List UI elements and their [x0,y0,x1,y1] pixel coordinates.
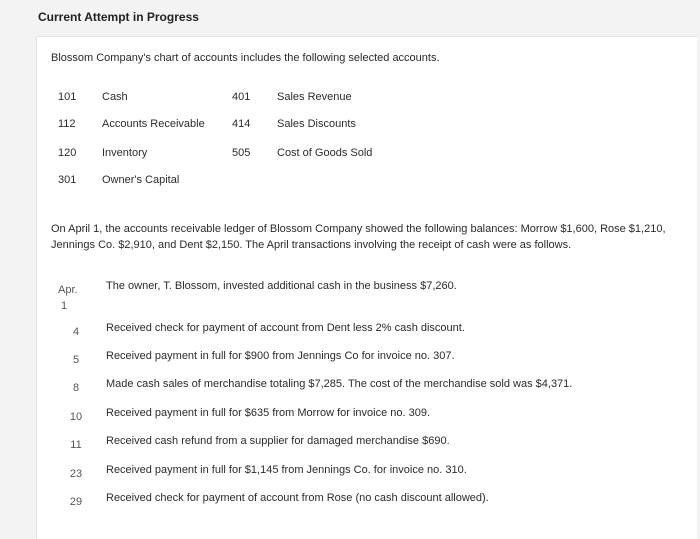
account-number: 301 [58,174,77,186]
transaction-text: Received payment in full for $900 from Jennings Co for invoice no. 307. [106,350,455,362]
page-title: Current Attempt in Progress [38,10,199,24]
account-name: Cost of Goods Sold [277,147,373,159]
transaction-day: 23 [69,468,83,480]
account-number: 101 [58,91,77,103]
transaction-text: Received check for payment of account from Dent less 2% cash discount. [106,322,465,334]
ledger-paragraph: On April 1, the accounts receivable ledger of Blossom Company showed the following balances: Morrow $1,600, Rose $1,210, Jennings Co. $2,910, and Dent $2,150. The April transactions involving the receipt of cash were as follows. [51,223,666,251]
account-number: 401 [232,91,251,103]
account-number: 414 [232,118,251,130]
month-label: Apr. [58,284,78,296]
account-number: 120 [58,147,77,159]
transaction-text: Received check for payment of account from Rose (no cash discount allowed). [106,492,489,504]
intro-text: Blossom Company's chart of accounts includes the following selected accounts. [51,52,440,64]
transaction-day: 4 [72,326,80,338]
transaction-text: The owner, T. Blossom, invested additional cash in the business $7,260. [106,280,457,292]
account-name: Cash [102,91,128,103]
account-name: Inventory [102,147,148,159]
account-name: Accounts Receivable [102,118,205,130]
transaction-text: Received cash refund from a supplier for damaged merchandise $690. [106,435,450,447]
account-name: Sales Discounts [277,118,356,130]
transaction-day: 11 [70,439,82,451]
transaction-day: 8 [72,382,80,394]
transaction-text: Received payment in full for $635 from Morrow for invoice no. 309. [106,407,431,419]
account-number: 505 [232,147,251,159]
transaction-day: 1 [60,300,68,312]
account-name: Owner's Capital [102,174,180,186]
transaction-text: Made cash sales of merchandise totaling $7,285. The cost of the merchandise sold was $4,371. [106,378,573,390]
transaction-text: Received payment in full for $1,145 from Jennings Co. for invoice no. 310. [106,464,467,476]
transaction-day: 10 [69,411,83,423]
transaction-day: 5 [72,354,80,366]
account-number: 112 [58,118,76,130]
transaction-day: 29 [69,496,83,508]
account-name: Sales Revenue [277,91,352,103]
